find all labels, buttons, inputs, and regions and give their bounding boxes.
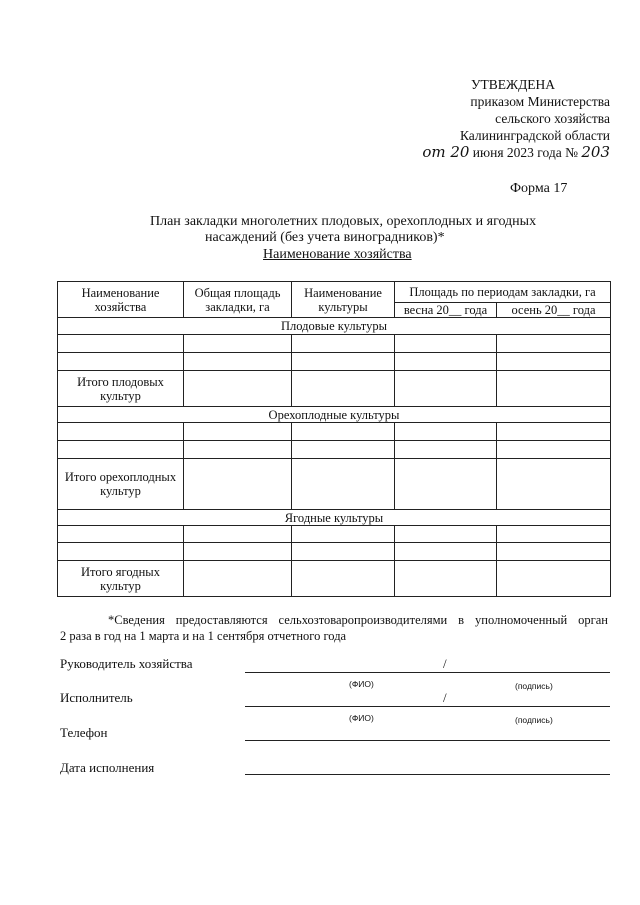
table-cell[interactable] [292, 353, 395, 371]
footnote [60, 612, 608, 644]
header-autumn: осень 20__ года [497, 303, 611, 318]
approval-line-4: Калининградской области [459, 128, 610, 143]
head-caption-fio: (ФИО) [349, 679, 374, 689]
table-cell[interactable] [184, 526, 292, 543]
table-cell[interactable] [395, 371, 497, 407]
table-row [58, 335, 611, 353]
total-fruit-label: Итого плодовых культур [58, 371, 184, 407]
table-cell[interactable] [184, 371, 292, 407]
phone-line[interactable] [245, 740, 610, 741]
table-cell[interactable] [395, 441, 497, 459]
table-cell[interactable] [497, 371, 611, 407]
table-cell[interactable] [497, 423, 611, 441]
total-berry-label: Итого ягодных культур [58, 561, 184, 597]
section-berry: Ягодные культуры [58, 510, 611, 526]
table-cell[interactable] [395, 335, 497, 353]
executor-label: Исполнитель [60, 690, 133, 705]
total-nut-label: Итого орехоплодных культур [58, 459, 184, 510]
total-row-berry [58, 561, 611, 597]
approval-date-line [380, 144, 610, 161]
table-cell[interactable] [292, 561, 395, 597]
title-line-2: насаждений (без учета виноградников)* [205, 230, 445, 245]
table-cell[interactable] [395, 459, 497, 510]
table-cell[interactable] [184, 543, 292, 561]
table-cell[interactable] [292, 459, 395, 510]
table-cell[interactable] [395, 353, 497, 371]
handwritten-number: 203 [581, 143, 610, 161]
table-cell[interactable] [58, 441, 184, 459]
header-farm: Наименование хозяйства [58, 282, 184, 318]
table-cell[interactable] [497, 561, 611, 597]
title-farm-name: Наименование хозяйства [263, 247, 412, 262]
table-cell[interactable] [58, 423, 184, 441]
footnote-line-2: 2 раза в год на 1 марта и на 1 сентября отчетного года [60, 629, 347, 643]
table-cell[interactable] [292, 335, 395, 353]
table-cell[interactable] [292, 441, 395, 459]
table-cell[interactable] [497, 543, 611, 561]
approval-title: УТВЕЖДЕНА [470, 77, 556, 92]
head-label: Руководитель хозяйства [60, 656, 193, 671]
table-row [58, 353, 611, 371]
phone-label: Телефон [60, 725, 108, 740]
date-label: Дата исполнения [60, 760, 155, 775]
table-row [58, 441, 611, 459]
table-cell[interactable] [497, 459, 611, 510]
head-slash: / [443, 656, 447, 671]
table-row [58, 423, 611, 441]
total-row-fruit [58, 371, 611, 407]
executor-signature-line[interactable] [245, 706, 610, 707]
table-cell[interactable] [395, 561, 497, 597]
table-cell[interactable] [292, 371, 395, 407]
approval-line-3: сельского хозяйства [495, 111, 610, 126]
total-row-nut [58, 459, 611, 510]
section-nut: Орехоплодные культуры [58, 407, 611, 423]
table-cell[interactable] [292, 526, 395, 543]
table-cell[interactable] [497, 441, 611, 459]
table-cell[interactable] [395, 526, 497, 543]
table-cell[interactable] [184, 441, 292, 459]
table-cell[interactable] [497, 335, 611, 353]
section-fruit: Плодовые культуры [58, 318, 611, 335]
executor-caption-sign: (подпись) [515, 715, 553, 725]
footnote-line-1: *Сведения предоставляются сельхозтоваропроизводителями в уполномоченный орган [108, 613, 608, 627]
form-number: Форма 17 [510, 181, 568, 196]
table-cell[interactable] [58, 335, 184, 353]
header-crop: Наименование культуры [292, 282, 395, 318]
approval-line-2: приказом Министерства [470, 94, 610, 109]
executor-slash: / [443, 690, 447, 705]
table-cell[interactable] [497, 353, 611, 371]
approval-block [380, 76, 610, 161]
table-cell[interactable] [184, 561, 292, 597]
header-periods: Площадь по периодам закладки, га [395, 282, 611, 303]
table-cell[interactable] [395, 423, 497, 441]
table-row [58, 526, 611, 543]
handwritten-date: от 20 [422, 143, 470, 161]
table-cell[interactable] [292, 543, 395, 561]
table-cell[interactable] [184, 353, 292, 371]
table-cell[interactable] [395, 543, 497, 561]
table-row [58, 543, 611, 561]
table-cell[interactable] [497, 526, 611, 543]
approval-date-text: июня 2023 года № [472, 145, 578, 160]
table-cell[interactable] [58, 543, 184, 561]
header-spring: весна 20__ года [395, 303, 497, 318]
title-line-1: План закладки многолетних плодовых, орехоплодных и ягодных [150, 214, 537, 229]
date-line[interactable] [245, 774, 610, 775]
head-caption-sign: (подпись) [515, 681, 553, 691]
head-signature-line[interactable] [245, 672, 610, 673]
header-area: Общая площадь закладки, га [184, 282, 292, 318]
table-cell[interactable] [184, 335, 292, 353]
plan-table [57, 281, 611, 597]
table-cell[interactable] [184, 459, 292, 510]
table-cell[interactable] [184, 423, 292, 441]
table-cell[interactable] [58, 526, 184, 543]
executor-caption-fio: (ФИО) [349, 713, 374, 723]
table-cell[interactable] [292, 423, 395, 441]
table-cell[interactable] [58, 353, 184, 371]
